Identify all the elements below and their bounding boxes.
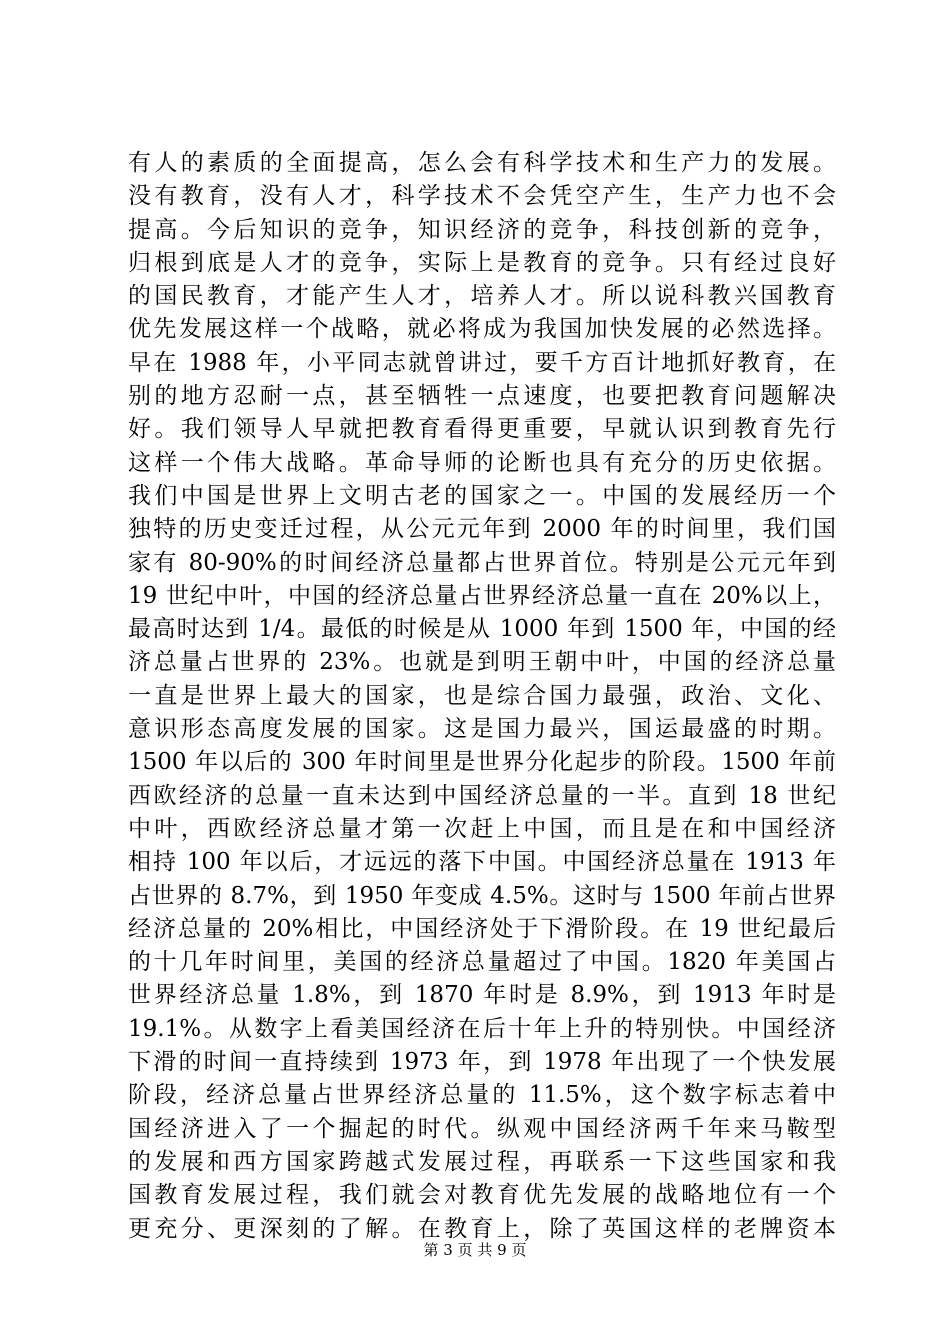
text-line: 19 世纪中叶，中国的经济总量占世界经济总量一直在 20%以上， <box>128 582 836 609</box>
text-line: 占世界的 8.7%，到 1950 年变成 4.5%。这时与 1500 年前占世界 <box>128 882 836 909</box>
text-line: 好。我们领导人早就把教育看得更重要，早就认识到教育先行 <box>128 416 836 443</box>
text-line: 西欧经济的总量一直未达到中国经济总量的一半。直到 18 世纪 <box>128 782 836 809</box>
text-line: 国教育发展过程，我们就会对教育优先发展的战略地位有一个 <box>128 1182 836 1209</box>
text-line: 1500 年以后的 300 年时间里是世界分化起步的阶段。1500 年前 <box>128 749 836 776</box>
text-line: 有人的素质的全面提高，怎么会有科学技术和生产力的发展。 <box>128 150 836 176</box>
text-line: 中叶，西欧经济总量才第一次赶上中国，而且是在和中国经济 <box>128 815 836 842</box>
text-line: 这样一个伟大战略。革命导师的论断也具有充分的历史依据。 <box>128 449 836 476</box>
document-body <box>128 147 836 1246</box>
text-line: 别的地方忍耐一点，甚至牺牲一点速度，也要把教育问题解决 <box>128 383 836 410</box>
text-line: 最高时达到 1/4。最低的时候是从 1000 年到 1500 年，中国的经 <box>128 616 836 643</box>
text-line: 世界经济总量 1.8%，到 1870 年时是 8.9%，到 1913 年时是 <box>128 982 836 1009</box>
text-line: 一直是世界上最大的国家，也是综合国力最强，政治、文化、 <box>128 682 836 709</box>
text-line: 提高。今后知识的竞争，知识经济的竞争，科技创新的竞争， <box>128 216 836 243</box>
text-line: 下滑的时间一直持续到 1973 年，到 1978 年出现了一个快发展 <box>128 1049 836 1076</box>
text-line: 的十几年时间里，美国的经济总量超过了中国。1820 年美国占 <box>128 949 836 976</box>
text-line: 相持 100 年以后，才远远的落下中国。中国经济总量在 1913 年 <box>128 849 836 876</box>
text-line: 的国民教育，才能产生人才，培养人才。所以说科教兴国教育 <box>128 283 836 310</box>
text-line: 没有教育，没有人才，科学技术不会凭空产生，生产力也不会 <box>128 183 836 210</box>
text-line: 阶段，经济总量占世界经济总量的 11.5%，这个数字标志着中 <box>128 1082 836 1109</box>
text-line: 我们中国是世界上文明古老的国家之一。中国的发展经历一个 <box>128 482 836 509</box>
text-line: 更充分、更深刻的了解。在教育上，除了英国这样的老牌资本 <box>128 1215 836 1242</box>
text-line: 19.1%。从数字上看美国经济在后十年上升的特别快。中国经济 <box>128 1015 836 1042</box>
text-line: 的发展和西方国家跨越式发展过程，再联系一下这些国家和我 <box>128 1148 836 1175</box>
page-number: 第 3 页 共 9 页 <box>423 1241 527 1259</box>
text-line: 优先发展这样一个战略，就必将成为我国加快发展的必然选择。 <box>128 316 836 343</box>
text-line: 归根到底是人才的竞争，实际上是教育的竞争。只有经过良好 <box>128 249 836 276</box>
text-line: 家有 80-90%的时间经济总量都占世界首位。特别是公元元年到 <box>128 549 836 576</box>
text-line: 独特的历史变迁过程，从公元元年到 2000 年的时间里，我们国 <box>128 516 836 543</box>
text-line: 经济总量的 20%相比，中国经济处于下滑阶段。在 19 世纪最后 <box>128 915 836 942</box>
text-line: 早在 1988 年，小平同志就曾讲过，要千方百计地抓好教育，在 <box>128 349 836 376</box>
text-line: 济总量占世界的 23%。也就是到明王朝中叶，中国的经济总量 <box>128 649 836 676</box>
text-line: 国经济进入了一个掘起的时代。纵观中国经济两千年来马鞍型 <box>128 1115 836 1142</box>
text-line: 意识形态高度发展的国家。这是国力最兴，国运最盛的时期。 <box>128 716 836 743</box>
